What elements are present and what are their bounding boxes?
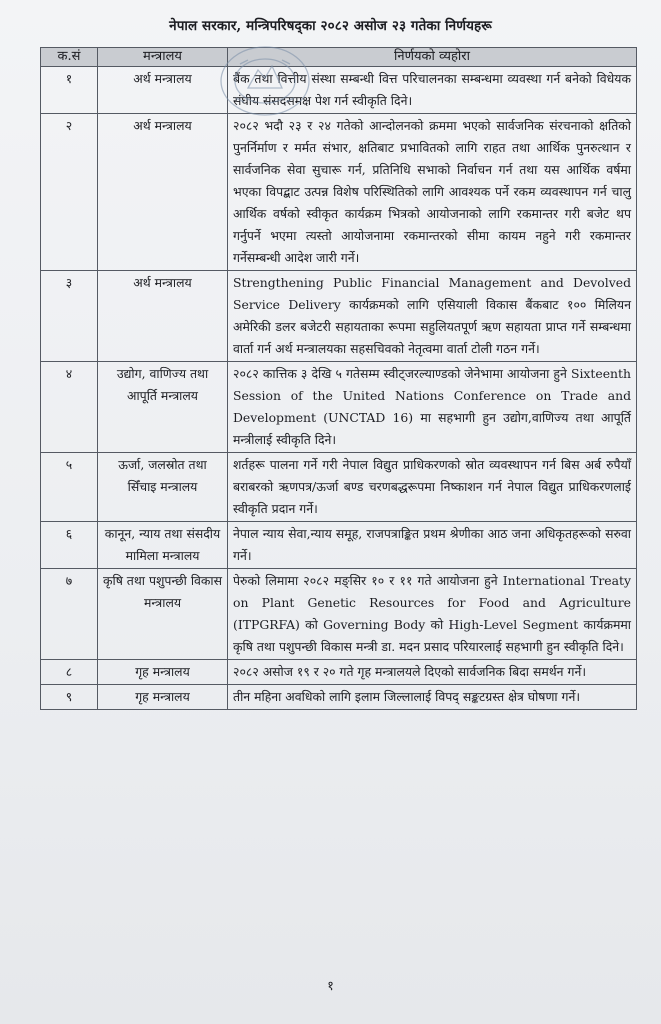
row-ministry: गृह मन्त्रालय	[98, 660, 228, 685]
row-serial-number: ३	[41, 271, 98, 362]
decisions-table	[40, 47, 637, 710]
table-row	[41, 362, 637, 453]
row-ministry: कानून, न्याय तथा संसदीय मामिला मन्त्रालय	[98, 522, 228, 569]
row-ministry: कृषि तथा पशुपन्छी विकास मन्त्रालय	[98, 569, 228, 660]
page-number: १	[327, 979, 334, 994]
row-decision: २०८२ असोज १९ र २० गते गृह मन्त्रालयले दिएको सार्वजनिक बिदा समर्थन गर्ने।	[228, 660, 637, 685]
row-ministry: गृह मन्त्रालय	[98, 685, 228, 710]
page-title: नेपाल सरकार, मन्त्रिपरिषद्का २०८२ असोज २३ गतेका निर्णयहरू	[169, 18, 492, 34]
header-ministry: मन्त्रालय	[98, 48, 228, 67]
row-serial-number: ४	[41, 362, 98, 453]
table-row	[41, 271, 637, 362]
row-serial-number: ६	[41, 522, 98, 569]
table-header-row	[41, 48, 637, 67]
row-decision: नेपाल न्याय सेवा,न्याय समूह, राजपत्राङ्कित प्रथम श्रेणीका आठ जना अधिकृतहरूको सरुवा गर्ने।	[228, 522, 637, 569]
table-row	[41, 685, 637, 710]
row-decision: Strengthening Public Financial Management and Devolved Service Delivery कार्यक्रमको लागि एसियाली विकास बैंकबाट १०० मिलियन अमेरिकी डलर बजेटरी सहायताका रूपमा सहुलियतपूर्ण ऋण सहायता प्राप्त गर्ने सम्बन्धमा वार्ता गर्न अर्थ मन्त्रालयका सहसचिवको नेतृत्वमा वार्ता टोली गठन गर्ने।	[228, 271, 637, 362]
table-row	[41, 569, 637, 660]
row-ministry: अर्थ मन्त्रालय	[98, 114, 228, 271]
row-decision: २०८२ कात्तिक ३ देखि ५ गतेसम्म स्वीट्जरल्याण्डको जेनेभामा आयोजना हुने Sixteenth Session of the United Nations Conference on Trade and Development (UNCTAD 16) मा सहभागी हुन उद्योग,वाणिज्य तथा आपूर्ति मन्त्रीलाई स्वीकृति दिने।	[228, 362, 637, 453]
row-decision: २०८२ भदौ २३ र २४ गतेको आन्दोलनको क्रममा भएको सार्वजनिक संरचनाको क्षतिको पुनर्निर्माण र मर्मत संभार, क्षतिबाट प्रभावितको लागि राहत तथा आर्थिक पुनरुत्थान र सार्वजनिक सेवा सुचारू गर्न, प्रतिनिधि सभाको निर्वाचन गर्न तथा यस आर्थिक वर्षमा भएका विपद्बाट उत्पन्न विशेष परिस्थितिको लागि आवश्यक पर्ने रकम व्यवस्थापन गर्न चालु आर्थिक वर्षको स्वीकृत कार्यक्रम भित्रको आयोजनाको लागि रकमान्तर गरी बजेट थप गर्नुपर्ने भएमा त्यस्तो आयोजनामा रकमान्तरको सीमा कायम नहुने गरी रकमान्तर गर्नेसम्बन्धी आदेश जारी गर्ने।	[228, 114, 637, 271]
row-serial-number: ७	[41, 569, 98, 660]
row-ministry: अर्थ मन्त्रालय	[98, 271, 228, 362]
row-serial-number: ८	[41, 660, 98, 685]
table-row	[41, 453, 637, 522]
row-ministry: अर्थ मन्त्रालय	[98, 67, 228, 114]
table-row	[41, 114, 637, 271]
table-row	[41, 67, 637, 114]
row-serial-number: २	[41, 114, 98, 271]
row-decision: बैंक तथा वित्तीय संस्था सम्बन्धी वित्त परिचालनका सम्बन्धमा व्यवस्था गर्न बनेको विधेयक संघीय संसदसमक्ष पेश गर्न स्वीकृति दिने।	[228, 67, 637, 114]
row-ministry: उद्योग, वाणिज्य तथा आपूर्ति मन्त्रालय	[98, 362, 228, 453]
row-serial-number: ९	[41, 685, 98, 710]
row-decision: शर्तहरू पालना गर्ने गरी नेपाल विद्युत प्राधिकरणको स्रोत व्यवस्थापन गर्न बिस अर्ब रुपैयाँ बराबरको ऋणपत्र/ऊर्जा बण्ड चरणबद्धरूपमा निष्काशन गर्न नेपाल विद्युत प्राधिकरणलाई स्वीकृति प्रदान गर्ने।	[228, 453, 637, 522]
row-ministry: ऊर्जा, जलस्रोत तथा सिँचाइ मन्त्रालय	[98, 453, 228, 522]
table-row	[41, 522, 637, 569]
header-serial-number: क.सं	[41, 48, 98, 67]
table-row	[41, 660, 637, 685]
row-serial-number: ५	[41, 453, 98, 522]
header-decision: निर्णयको व्यहोरा	[228, 48, 637, 67]
row-serial-number: १	[41, 67, 98, 114]
row-decision: तीन महिना अवधिको लागि इलाम जिल्लालाई विपद् सङ्कटग्रस्त क्षेत्र घोषणा गर्ने।	[228, 685, 637, 710]
row-decision: पेरुको लिमामा २०८२ मङ्सिर १० र ११ गते आयोजना हुने International Treaty on Plant Genetic Resources for Food and Agriculture (ITPGRFA) को Governing Body को High-Level Segment कार्यक्रममा कृषि तथा पशुपन्छी विकास मन्त्री डा. मदन प्रसाद परियारलाई सहभागी हुन स्वीकृति दिने।	[228, 569, 637, 660]
